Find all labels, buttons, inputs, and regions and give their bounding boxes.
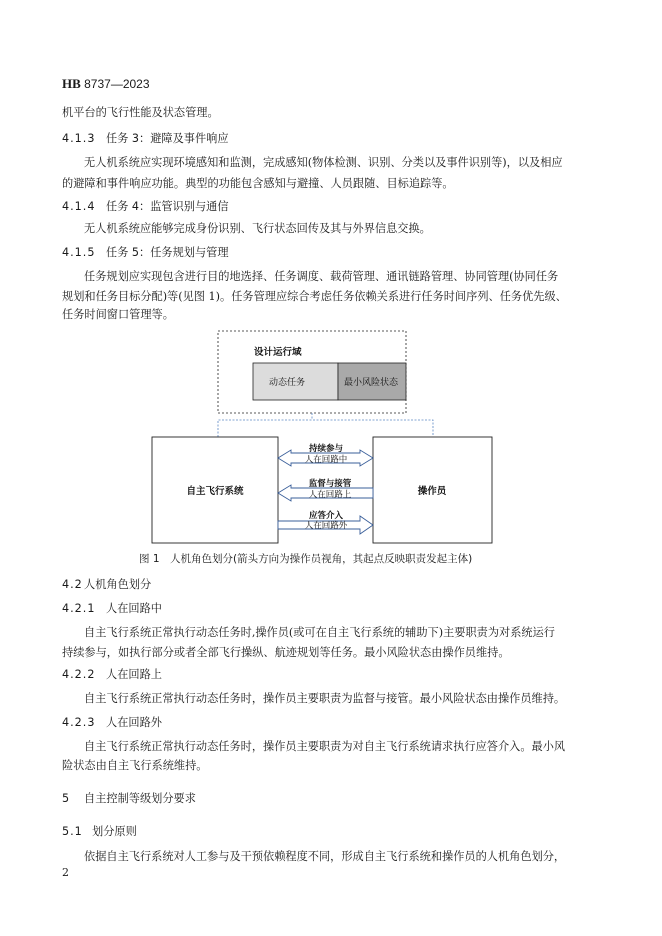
paragraph-4-2-1-line-2: 持续参与，如执行部分或者全部飞行操纵、航迹规划等任务。最小风险状态由操作员维持。 bbox=[62, 646, 510, 659]
arrow1-bottom-label: 人在回路中 bbox=[304, 455, 348, 465]
heading-5: 5 自主控制等级划分要求 bbox=[62, 792, 196, 805]
heading-4-1-4: 4.1.4 任务 4：监管识别与通信 bbox=[62, 200, 229, 213]
arrow3-top-label: 应答介入 bbox=[308, 511, 344, 521]
dynamic-task-label: 动态任务 bbox=[269, 378, 306, 388]
auto-system-label: 自主飞行系统 bbox=[186, 486, 244, 497]
paragraph-continued: 机平台的飞行性能及状态管理。 bbox=[62, 106, 219, 119]
heading-4-1-3: 4.1.3 任务 3：避障及事件响应 bbox=[62, 132, 229, 145]
heading-4-2: 4.2人机角色划分 bbox=[62, 578, 152, 591]
figure-caption: 图 1 人机角色划分(箭头方向为操作员视角，其起点反映职责发起主体) bbox=[139, 553, 473, 565]
operator-label: 操作员 bbox=[417, 486, 447, 497]
heading-4-1-5: 4.1.5 任务 5：任务规划与管理 bbox=[62, 246, 229, 259]
arrow3-bottom-label: 人在回路外 bbox=[304, 521, 348, 531]
design-domain-label: 设计运行域 bbox=[254, 347, 302, 358]
connector-line bbox=[218, 420, 433, 437]
paragraph-4-2-3-line-1: 自主飞行系统正常执行动态任务时，操作员主要职责为对自主飞行系统请求执行应答介入。最小风 bbox=[84, 740, 566, 753]
paragraph-4-1-5-line-3: 任务时间窗口管理等。 bbox=[62, 308, 174, 321]
paragraph-4-1-3-line-1: 无人机系统应实现环境感知和监测，完成感知(物体检测、识别、分类以及事件识别等)，以及相应 bbox=[84, 156, 563, 169]
paragraph-4-1-5-line-2: 规划和任务目标分配)等(见图 1)。任务管理应综合考虑任务依赖关系进行任务时间序列、任务优先级、 bbox=[62, 290, 567, 303]
paragraph-5-1-line-1: 依据自主飞行系统对人工参与及干预依赖程度不同，形成自主飞行系统和操作员的人机角色划分， bbox=[84, 850, 566, 863]
paragraph-4-2-1-line-1: 自主飞行系统正常执行动态任务时,操作员(或可在自主飞行系统的辅助下)主要职责为对系统运行 bbox=[84, 626, 555, 639]
heading-5-1: 5.1 划分原则 bbox=[62, 825, 137, 838]
page-number: 2 bbox=[62, 866, 69, 879]
arrow1-top-label: 持续参与 bbox=[308, 444, 344, 454]
paragraph-4-1-3-line-2: 的避障和事件响应功能。典型的功能包含感知与避撞、人员跟随、目标追踪等。 bbox=[62, 177, 454, 190]
arrow2-bottom-label: 人在回路上 bbox=[308, 490, 352, 500]
min-risk-label: 最小风险状态 bbox=[344, 378, 399, 388]
heading-4-2-2: 4.2.2 人在回路上 bbox=[62, 668, 162, 681]
paragraph-4-1-4-line-1: 无人机系统应能够完成身份识别、飞行状态回传及其与外界信息交换。 bbox=[84, 222, 431, 235]
heading-4-2-3: 4.2.3 人在回路外 bbox=[62, 716, 162, 729]
paragraph-4-1-5-line-1: 任务规划应实现包含进行目的地选择、任务调度、载荷管理、通讯链路管理、协同管理(协同任务 bbox=[84, 270, 559, 283]
document-code: HB 8737—2023 bbox=[62, 76, 150, 91]
paragraph-4-2-2-line-1: 自主飞行系统正常执行动态任务时，操作员主要职责为监督与接管。最小风险状态由操作员维持。 bbox=[84, 692, 566, 705]
paragraph-4-2-3-line-2: 险状态由自主飞行系统维持。 bbox=[62, 759, 208, 772]
heading-4-2-1: 4.2.1 人在回路中 bbox=[62, 602, 162, 615]
arrow2-top-label: 监督与接管 bbox=[308, 479, 352, 489]
